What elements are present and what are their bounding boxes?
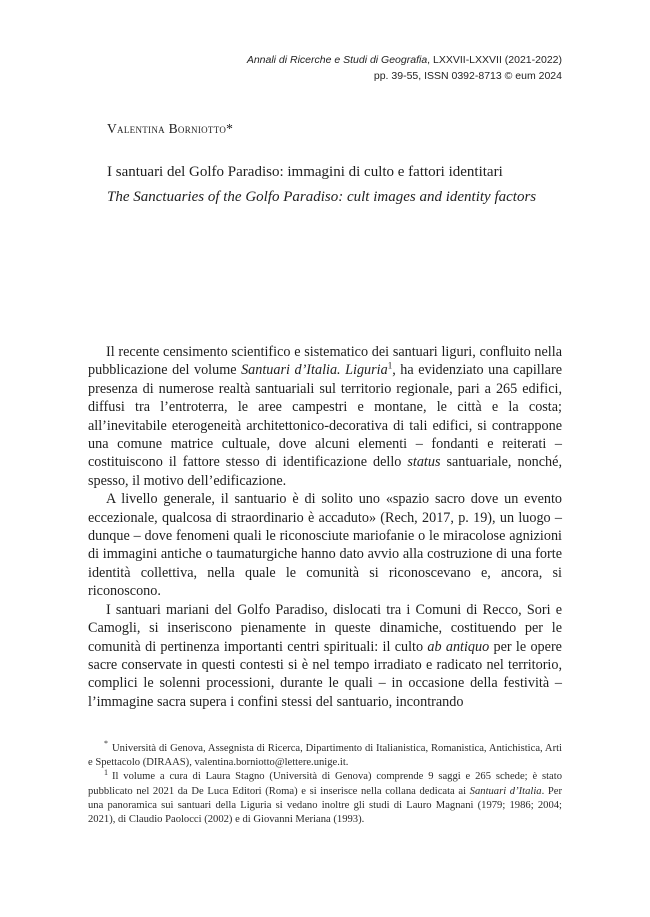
p1-volume-title: Santuari d’Italia. Liguria [241, 362, 388, 379]
article-title-english: The Sanctuaries of the Golfo Paradiso: cult images and identity factors [107, 189, 537, 205]
paragraph-3 [88, 601, 562, 711]
paragraph-2: A livello generale, il santuario è di solito uno «spazio sacro dove un evento eccezionale, qualcosa di straordinario è accaduto» (Rech, 2017, p. 19), un luogo – dunque – dove fenomeni quali le riconosciute mariofanie o le miracolose agnizioni di immagini antiche o taumaturgiche hanno dato avvio alla costruzione di una forte identità collettiva, nella quale le comunità si riconoscevano e, ancora, si riconoscono. [88, 491, 562, 600]
p3-text-a: I santuari mariani del Golfo Paradiso, dislocati tra i Comuni di Recco, Sori e Camogli, si inseriscono pienamente in queste dinamiche, costituendo per le comunità di pertinenza importanti centri spirituali: il culto [88, 601, 562, 655]
footnote-text: Università di Genova, Assegnista di Ricerca, Dipartimento di Italianistica, Romanistica, Antichistica, Arti e Spettacolo (DIRAAS), valentina.borniotto@lettere.unige.it. [88, 743, 562, 769]
journal-volume: , LXXVII-LXXVII (2021-2022) [427, 54, 562, 66]
footnotes [88, 739, 563, 827]
footnote-text-a: Il volume a cura di Laura Stagno (Università di Genova) comprende 9 saggi e 265 schede; è stato pubblicato nel 2021 da De Luca Editori (Roma) e si inserisce nella collana dedicata ai [88, 771, 562, 797]
journal-citation [247, 52, 562, 68]
footnote-ref-1[interactable]: 1 [387, 360, 393, 371]
p1-italic-status: status [407, 454, 441, 471]
p1-text-a: Il recente censimento scientifico e sistematico dei santuari liguri, confluito nella pubblicazione del volume [88, 344, 562, 379]
author-text: Valentina Borniotto [107, 121, 227, 136]
journal-name: Annali di Ricerche e Studi di Geografia [246, 54, 428, 66]
footnote-series-title: Santuari d’Italia [469, 785, 542, 797]
footnote-author [88, 739, 562, 770]
paragraph-1 [88, 343, 562, 490]
p1-text-c: , ha evidenziato una capillare presenza di numerose realtà santuariali sul territorio regionale, pari a 265 edifici, diffusi tra l’entroterra, le aree campestri e montane, le città e la costa; all’inevitabile eterogeneità architettonico-decorativa di tali edifici, si contrappone una comune matrice cultuale, dove alcuni elementi – fondanti e reiterati – costituiscono il fattore stesso di identificazione dello [88, 362, 562, 471]
author-name [107, 121, 233, 137]
footnote-mark: * [104, 739, 108, 749]
footnote-1 [88, 767, 563, 827]
journal-header [247, 52, 562, 84]
p3-text-c: per le opere sacre conservate in questi contesti si è nel tempo irradiato e radicato nel territorio, complici le solenni processioni, durante le quali – in occasione della festività – l’immagine sacra supera i confini stessi del santuario, incontrando [88, 638, 562, 710]
footnote-mark: 1 [104, 767, 108, 777]
p3-italic-ab-antiquo: ab antiquo [427, 638, 490, 655]
footnote-text-c: . Per una panoramica sui santuari della Liguria si vedano inoltre gli studi di Lauro Magnani (1979; 1986; 2004; 2021), di Claudio Paolocci (2002) e di Giovanni Meriana (1993). [88, 785, 563, 826]
author-footnote-mark: * [226, 121, 234, 136]
article-title-italian: I santuari del Golfo Paradiso: immagini di culto e fattori identitari [107, 164, 503, 180]
article-body [88, 343, 562, 711]
p1-text-e: santuariale, nonché, spesso, il motivo dell’edificazione. [88, 454, 562, 489]
journal-pages-issn: pp. 39-55, ISSN 0392-8713 © eum 2024 [373, 70, 562, 82]
